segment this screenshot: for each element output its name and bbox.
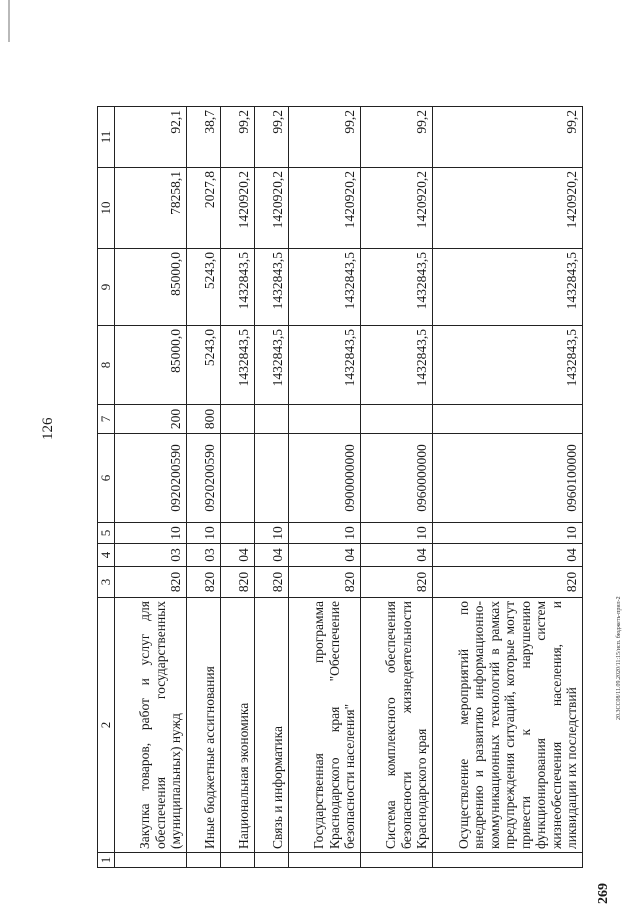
cell-col-10: 1420920,2: [433, 168, 583, 249]
cell-col-10: 1420920,2: [255, 168, 289, 249]
header-row: [98, 107, 115, 868]
header-cell-2: 2: [98, 598, 115, 853]
cell-col-9: 1432843,5: [289, 249, 361, 326]
cell-target-article: 0920200590: [187, 434, 221, 523]
row-name: Закупка товаров, работ и услуг для обеспечения государственных (муниципальных) нужд: [115, 598, 187, 853]
table-row: [361, 107, 433, 868]
row-index-cell: [187, 853, 221, 868]
row-name: Иные бюджетные ассигнования: [187, 598, 221, 853]
cell-section: 04: [289, 544, 361, 567]
table-row: [255, 107, 289, 868]
cell-col-8: 1432843,5: [255, 326, 289, 405]
cell-col-9: 1432843,5: [433, 249, 583, 326]
cell-col-11: 99,2: [221, 107, 255, 168]
row-name: Осуществление мероприятий по внедрению и развитию информационно-коммуникационных технологий в рамках предупреждения ситуаций, которые могут привести к нарушению функционирования систем жизнеобеспечения населения, и ликвидации их последствий: [433, 598, 583, 853]
cell-subsection: 10: [289, 523, 361, 544]
cell-col-11: 92,1: [115, 107, 187, 168]
page-number: 126: [40, 417, 56, 440]
header-cell-10: 10: [98, 168, 115, 249]
cell-ministry: 820: [361, 567, 433, 598]
cell-expense-type: 200: [115, 405, 187, 434]
corner-page-mark: 269: [596, 883, 611, 904]
row-name: Национальная экономика: [221, 598, 255, 853]
cell-subsection: 10: [361, 523, 433, 544]
table-row: [289, 107, 361, 868]
table-row: [221, 107, 255, 868]
cell-section: 03: [187, 544, 221, 567]
cell-ministry: 820: [255, 567, 289, 598]
cell-subsection: 10: [255, 523, 289, 544]
cell-col-9: 1432843,5: [255, 249, 289, 326]
cell-subsection: 10: [115, 523, 187, 544]
cell-col-8: 85000,0: [115, 326, 187, 405]
footer-code: 20.3CC08/11.09.2020/11:15/исп. бюджеть-прил-2: [616, 596, 622, 720]
cell-col-8: 1432843,5: [361, 326, 433, 405]
header-cell-9: 9: [98, 249, 115, 326]
row-index-cell: [115, 853, 187, 868]
cell-col-9: 85000,0: [115, 249, 187, 326]
cell-expense-type: [289, 405, 361, 434]
cell-section: 04: [433, 544, 583, 567]
cell-col-11: 99,2: [289, 107, 361, 168]
cell-expense-type: [361, 405, 433, 434]
cell-col-11: 38,7: [187, 107, 221, 168]
cell-section: 04: [255, 544, 289, 567]
cell-col-9: 1432843,5: [221, 249, 255, 326]
cell-target-article: [255, 434, 289, 523]
cell-ministry: 820: [221, 567, 255, 598]
cell-subsection: 10: [187, 523, 221, 544]
cell-target-article: 0900000000: [289, 434, 361, 523]
row-name: Связь и информатика: [255, 598, 289, 853]
header-cell-5: 5: [98, 523, 115, 544]
cell-col-10: 1420920,2: [361, 168, 433, 249]
row-index-cell: [361, 853, 433, 868]
cell-col-10: 78258,1: [115, 168, 187, 249]
header-cell-1: 1: [98, 853, 115, 868]
cell-ministry: 820: [433, 567, 583, 598]
cell-col-9: 1432843,5: [361, 249, 433, 326]
cell-subsection: [221, 523, 255, 544]
row-name: Государственная программа Краснодарского края "Обеспечение безопасности населения": [289, 598, 361, 853]
cell-ministry: 820: [187, 567, 221, 598]
cell-col-8: 1432843,5: [433, 326, 583, 405]
header-cell-7: 7: [98, 405, 115, 434]
table-row: [115, 107, 187, 868]
cell-subsection: 10: [433, 523, 583, 544]
header-cell-8: 8: [98, 326, 115, 405]
budget-table: [97, 106, 583, 868]
cell-target-article: 0960000000: [361, 434, 433, 523]
cell-target-article: 0960100000: [433, 434, 583, 523]
scan-edge-line: [8, 0, 10, 42]
cell-expense-type: [221, 405, 255, 434]
cell-col-11: 99,2: [361, 107, 433, 168]
table-row: [187, 107, 221, 868]
cell-ministry: 820: [115, 567, 187, 598]
header-cell-4: 4: [98, 544, 115, 567]
budget-table-sheet: [97, 38, 597, 868]
cell-col-10: 1420920,2: [289, 168, 361, 249]
cell-col-10: 1420920,2: [221, 168, 255, 249]
cell-expense-type: 800: [187, 405, 221, 434]
table-row: [433, 107, 583, 868]
cell-col-8: 1432843,5: [289, 326, 361, 405]
header-cell-3: 3: [98, 567, 115, 598]
cell-col-8: 5243,0: [187, 326, 221, 405]
row-name: Система комплексного обеспечения безопасности жизнедеятельности Краснодарского края: [361, 598, 433, 853]
cell-target-article: 0920200590: [115, 434, 187, 523]
cell-col-11: 99,2: [255, 107, 289, 168]
row-index-cell: [221, 853, 255, 868]
cell-ministry: 820: [289, 567, 361, 598]
cell-col-9: 5243,0: [187, 249, 221, 326]
header-cell-11: 11: [98, 107, 115, 168]
row-index-cell: [433, 853, 583, 868]
cell-expense-type: [255, 405, 289, 434]
cell-section: 04: [361, 544, 433, 567]
cell-col-8: 1432843,5: [221, 326, 255, 405]
cell-section: 04: [221, 544, 255, 567]
cell-col-10: 2027,8: [187, 168, 221, 249]
cell-target-article: [221, 434, 255, 523]
cell-section: 03: [115, 544, 187, 567]
row-index-cell: [289, 853, 361, 868]
cell-expense-type: [433, 405, 583, 434]
header-cell-6: 6: [98, 434, 115, 523]
cell-col-11: 99,2: [433, 107, 583, 168]
row-index-cell: [255, 853, 289, 868]
